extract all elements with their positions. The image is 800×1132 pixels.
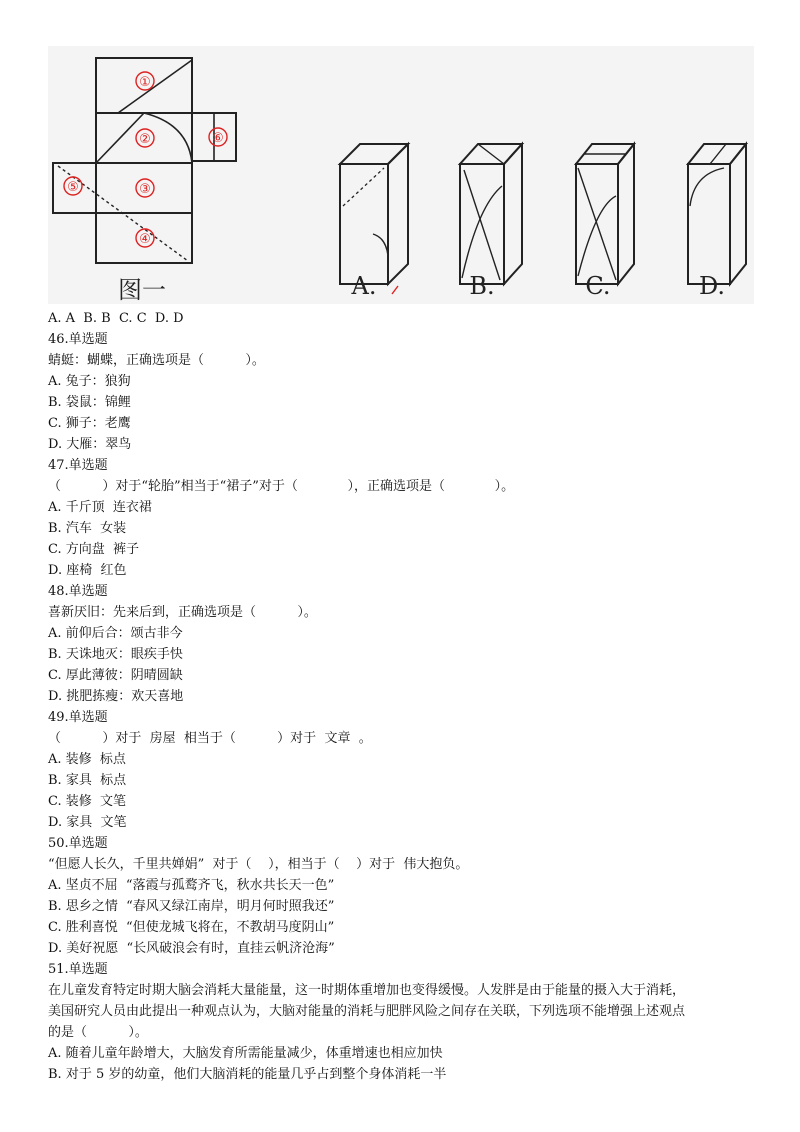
q46-option-c[interactable]: C. 狮子：老鹰 bbox=[48, 416, 131, 431]
q47-option-b[interactable]: B. 汽车 女装 bbox=[48, 521, 127, 536]
q48-stem: 喜新厌旧：先来后到，正确选项是（ ）。 bbox=[48, 605, 317, 620]
q45-options-line: A. A B. B C. C D. D bbox=[48, 311, 184, 326]
option-c-label: C. bbox=[585, 272, 611, 300]
q48-option-b[interactable]: B. 天诛地灭：眼疾手快 bbox=[48, 647, 183, 662]
q51-option-a[interactable]: A. 随着儿童年龄增大，大脑发育所需能量减少，体重增速也相应加快 bbox=[48, 1046, 443, 1061]
q49-header: 49.单选题 bbox=[48, 710, 108, 725]
option-b-label: B. bbox=[469, 272, 495, 300]
q46-option-a[interactable]: A. 兔子：狼狗 bbox=[48, 374, 131, 389]
option-a-label: A. bbox=[351, 272, 377, 300]
q51-stem-line-1: 在儿童发育特定时期大脑会消耗大量能量，这一时期体重增加也变得缓慢。人发胖是由于能量的摄入大于消耗， bbox=[48, 983, 686, 998]
q51-header: 51.单选题 bbox=[48, 962, 108, 977]
q48-header: 48.单选题 bbox=[48, 584, 108, 599]
option-a-cuboid bbox=[340, 144, 408, 284]
net-label-5: ⑤ bbox=[67, 180, 79, 195]
q50-header: 50.单选题 bbox=[48, 836, 108, 851]
q47-stem: （ ）对于“轮胎”相当于“裙子”对于（ ），正确选项是（ ）。 bbox=[48, 479, 515, 494]
net-label-4: ④ bbox=[139, 232, 151, 247]
net-label-6: ⑥ bbox=[212, 131, 224, 146]
q49-stem: （ ）对于 房屋 相当于（ ）对于 文章 。 bbox=[48, 731, 372, 746]
option-d-cuboid bbox=[688, 144, 746, 284]
q46-option-b[interactable]: B. 袋鼠：锦鲤 bbox=[48, 395, 131, 410]
q47-option-c[interactable]: C. 方向盘 裤子 bbox=[48, 542, 140, 557]
net-label-1: ① bbox=[139, 75, 151, 90]
q49-option-a[interactable]: A. 装修 标点 bbox=[48, 752, 126, 767]
option-d-label: D. bbox=[698, 272, 726, 300]
q49-option-d[interactable]: D. 家具 文笔 bbox=[48, 815, 127, 830]
question-list bbox=[48, 308, 758, 1085]
option-b-cuboid bbox=[460, 144, 522, 284]
q47-header: 47.单选题 bbox=[48, 458, 108, 473]
q50-option-b[interactable]: B. 思乡之情 “春风又绿江南岸，明月何时照我还” bbox=[48, 899, 335, 914]
q46-stem: 蜻蜓：蝴蝶，正确选项是（ ）。 bbox=[48, 353, 265, 368]
q48-option-a[interactable]: A. 前仰后合：颂古非今 bbox=[48, 626, 183, 641]
q51-stem-line-3: 的是（ ）。 bbox=[48, 1025, 148, 1040]
q50-option-a[interactable]: A. 坚贞不屈 “落霞与孤鹜齐飞，秋水共长天一色” bbox=[48, 878, 335, 893]
q47-option-a[interactable]: A. 千斤顶 连衣裙 bbox=[48, 500, 152, 515]
option-c-cuboid bbox=[576, 144, 634, 284]
q51-option-b[interactable]: B. 对于 5 岁的幼童，他们大脑消耗的能量几乎占到整个身体消耗一半 bbox=[48, 1067, 447, 1082]
q51-stem-line-2: 美国研究人员由此提出一种观点认为，大脑对能量的消耗与肥胖风险之间存在关联，下列选项不能增强上述观点 bbox=[48, 1004, 686, 1019]
q50-option-d[interactable]: D. 美好祝愿 “长风破浪会有时，直挂云帆济沧海” bbox=[48, 941, 335, 956]
net-label-3: ③ bbox=[139, 182, 151, 197]
q50-option-c[interactable]: C. 胜利喜悦 “但使龙城飞将在，不教胡马度阴山” bbox=[48, 920, 335, 935]
q48-option-c[interactable]: C. 厚此薄彼：阴晴圆缺 bbox=[48, 668, 183, 683]
q46-option-d[interactable]: D. 大雁：翠鸟 bbox=[48, 437, 132, 452]
q50-stem: “但愿人长久，千里共婵娟” 对于（ ），相当于（ ）对于 伟大抱负。 bbox=[48, 857, 469, 872]
q48-option-d[interactable]: D. 挑肥拣瘦：欢天喜地 bbox=[48, 689, 184, 704]
q46-header: 46.单选题 bbox=[48, 332, 108, 347]
question-45-figure bbox=[48, 46, 754, 304]
figure-caption: 图一 bbox=[118, 276, 166, 304]
q47-option-d[interactable]: D. 座椅 红色 bbox=[48, 563, 127, 578]
q49-option-c[interactable]: C. 装修 文笔 bbox=[48, 794, 127, 809]
q49-option-b[interactable]: B. 家具 标点 bbox=[48, 773, 127, 788]
net-label-2: ② bbox=[139, 132, 151, 147]
